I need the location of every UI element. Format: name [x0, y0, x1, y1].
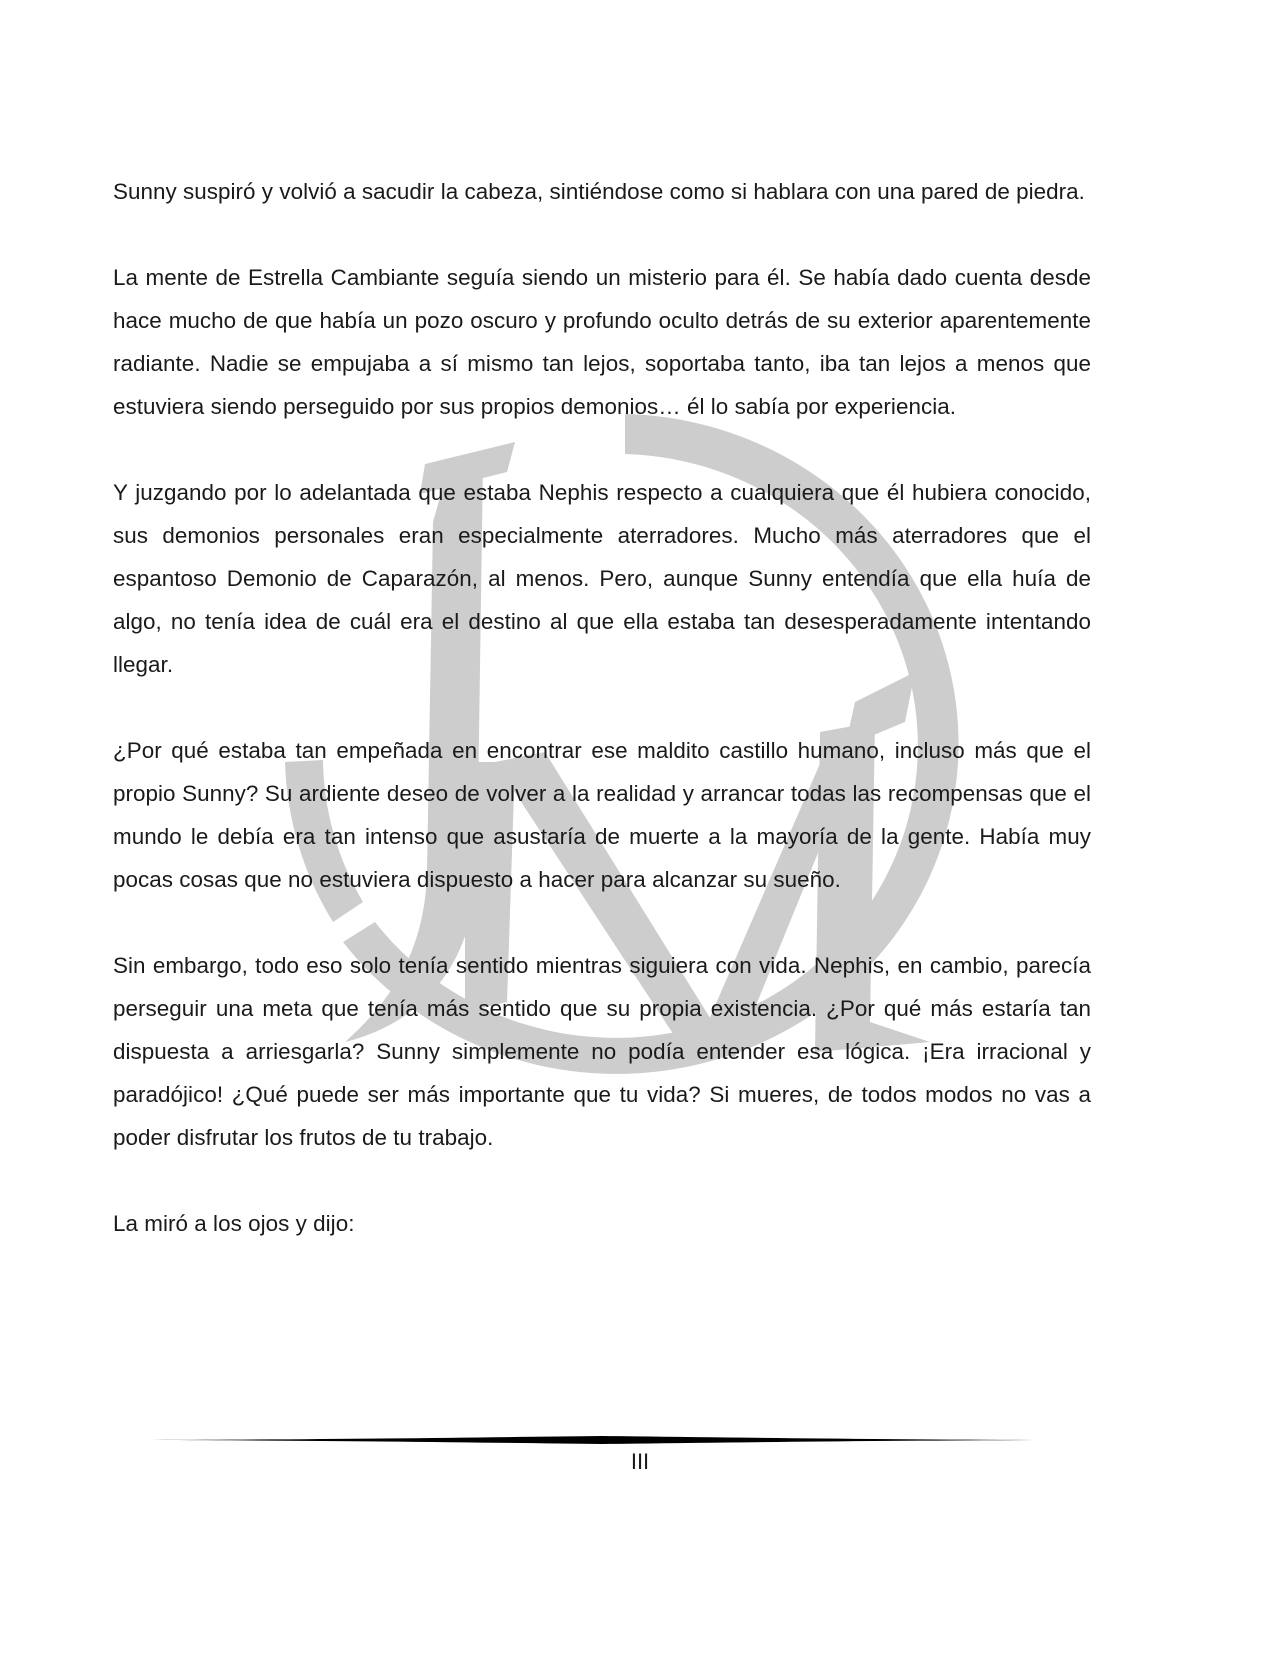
body-text — [113, 170, 1091, 1288]
paragraph: Sin embargo, todo eso solo tenía sentido mientras siguiera con vida. Nephis, en cambio, parecía perseguir una meta que tenía más sentido que su propia existencia. ¿Por qué más estaría tan dispuesta a arriesgarla? Sunny simplemente no podía entender esa lógica. ¡Era irracional y paradójico! ¿Qué puede ser más importante que tu vida? Si mueres, de todos modos no vas a poder disfrutar los frutos de tu trabajo. — [113, 953, 1091, 1150]
paragraph: ¿Por qué estaba tan empeñada en encontrar ese maldito castillo humano, incluso más que el propio Sunny? Su ardiente deseo de volver a la realidad y arrancar todas las recompensas que el mundo le debía era tan intenso que asustaría de muerte a la mayoría de la gente. Había muy pocas cosas que no estuviera dispuesto a hacer para alcanzar su sueño. — [113, 738, 1091, 892]
paragraph: La miró a los ojos y dijo: — [113, 1211, 355, 1236]
paragraph: Y juzgando por lo adelantada que estaba Nephis respecto a cualquiera que él hubiera conocido, sus demonios personales eran especialmente aterradores. Mucho más aterradores que el espantoso Demonio de Caparazón, al menos. Pero, aunque Sunny entendía que ella huía de algo, no tenía idea de cuál era el destino al que ella estaba tan desesperadamente intentando llegar. — [113, 480, 1091, 677]
paragraph: La mente de Estrella Cambiante seguía siendo un misterio para él. Se había dado cuenta desde hace mucho de que había un pozo oscuro y profundo oculto detrás de su exterior aparentemente radiante. Nadie se empujaba a sí mismo tan lejos, soportaba tanto, iba tan lejos a menos que estuviera siendo perseguido por sus propios demonios… él lo sabía por experiencia. — [113, 265, 1091, 419]
page-number: III — [630, 1449, 650, 1474]
ornamental-divider-icon — [152, 1434, 1052, 1446]
paragraph: Sunny suspiró y volvió a sacudir la cabeza, sintiéndose como si hablara con una pared de piedra. — [113, 179, 1085, 204]
